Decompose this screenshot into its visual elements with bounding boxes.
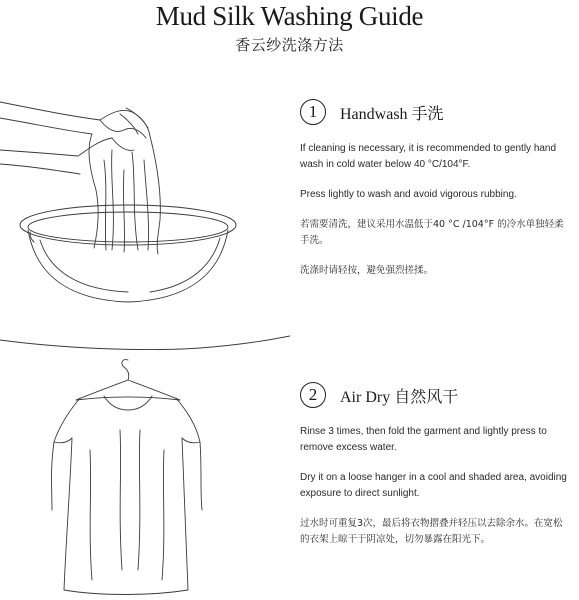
step-paragraph: 若需要清洗，建议采用水温低于40 °C /104°F 的冷水单独轻柔手洗。	[300, 219, 564, 246]
step-paragraph: Press lightly to wash and avoid vigorous rubbing.	[300, 189, 517, 200]
step-title: Handwash 手洗	[340, 105, 444, 123]
step-paragraph: Dry it on a loose hanger in a cool and shaded area, avoiding exposure to direct sunlight.	[300, 472, 567, 499]
step-number-badge: 2	[300, 382, 326, 408]
step-paragraph: 过水时可重复3次，最后将衣物摺叠并轻压以去除余水。在宽松的衣架上晾干于阴凉处，切勿暴露在阳光下。	[300, 518, 563, 545]
step-paragraph: Rinse 3 times, then fold the garment and lightly press to remove excess water.	[300, 426, 547, 453]
shirt-on-hanger-icon	[52, 360, 203, 595]
step-paragraph: 洗涤时请轻按，避免强烈搓揉。	[300, 265, 434, 276]
step-air-dry	[300, 380, 570, 562]
illustrations	[0, 90, 290, 600]
step-handwash	[300, 97, 570, 293]
step-paragraph: If cleaning is necessary, it is recommended to gently hand wash in cold water below 40 °C/104°F.	[300, 143, 557, 170]
page-title: Mud Silk Washing Guide	[155, 1, 424, 31]
step-number-badge: 1	[300, 99, 326, 125]
step-title: Air Dry 自然风干	[340, 388, 459, 406]
handwash-basin-icon	[0, 102, 290, 350]
page-subtitle: 香云纱洗涤方法	[235, 36, 344, 54]
